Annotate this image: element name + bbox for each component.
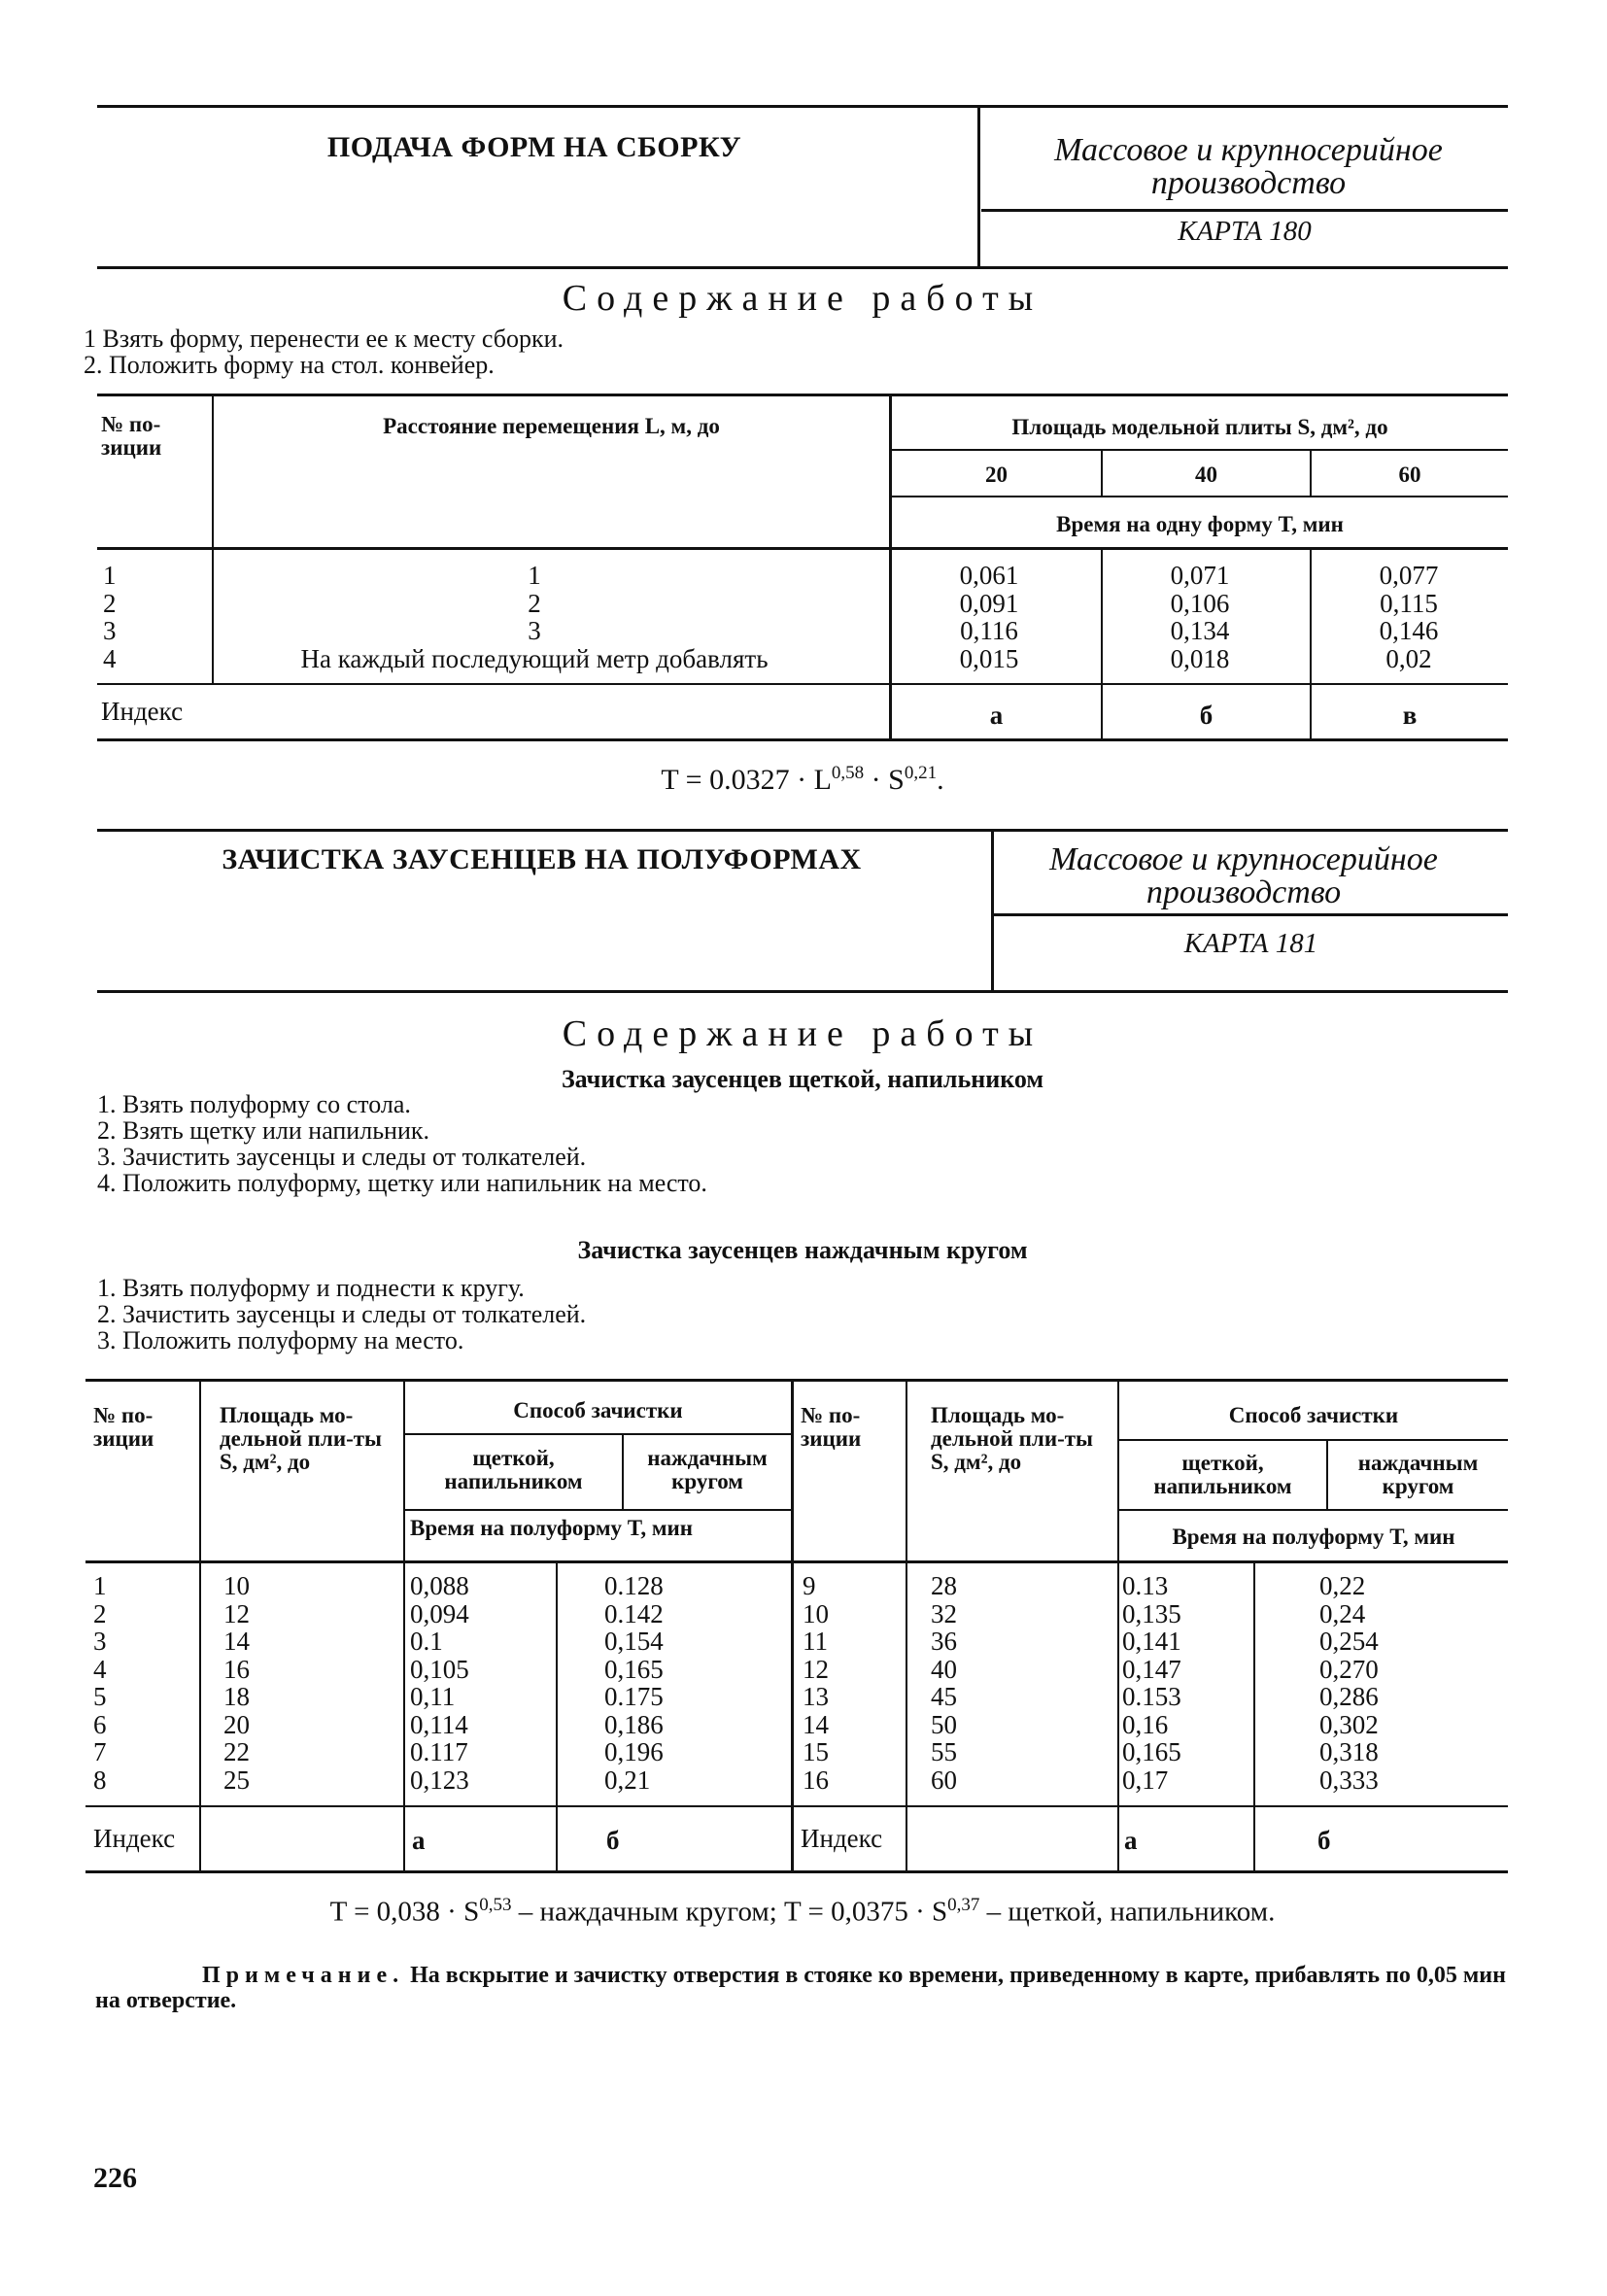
value-column <box>1103 562 1297 672</box>
rule <box>97 990 1508 993</box>
step: 1 Взять форму, перенести ее к месту сборки. <box>84 325 564 353</box>
index-label: Индекс <box>93 1824 176 1853</box>
work-steps <box>97 1275 1457 1354</box>
index-value: а <box>1124 1826 1138 1855</box>
cell: 2 <box>528 588 541 618</box>
brush-time-column: 0.13 0,135 0,141 0,147 0.153 0,16 0,165 0,17 <box>1122 1571 1181 1795</box>
area-value: 60 <box>1398 463 1421 487</box>
footnote <box>95 1963 1514 2013</box>
note-label: Примечание. <box>202 1963 405 1988</box>
column-header-area: Площадь модельной плиты S, дм², до <box>1011 415 1388 439</box>
column-header-wheel: наждачным кругом <box>647 1446 768 1493</box>
step: 3. Положить полуформу на место. <box>97 1326 464 1354</box>
time-label: Время на полуформу T, мин <box>410 1516 694 1540</box>
column-header-method: Способ зачистки <box>1228 1403 1399 1427</box>
distance-column <box>214 562 855 672</box>
step: 2. Взять щетку или напильник. <box>97 1116 430 1145</box>
index-value: а <box>412 1826 426 1855</box>
rule <box>97 266 1508 269</box>
card-title: ЗАЧИСТКА ЗАУСЕНЦЕВ НА ПОЛУФОРМАХ <box>222 843 862 875</box>
column-header-method: Способ зачистки <box>513 1398 683 1422</box>
cell: 0,134 <box>1170 616 1230 645</box>
page-number: 226 <box>93 2162 137 2194</box>
cell: 0,106 <box>1170 588 1230 618</box>
column-header-wheel: наждачным кругом <box>1357 1451 1479 1498</box>
content-heading: Содержание работы <box>562 1013 1043 1054</box>
cell: 2 <box>103 588 117 618</box>
time-label: Время на одну форму T, мин <box>1056 512 1344 536</box>
cell: 0,116 <box>960 616 1018 645</box>
rule <box>977 105 980 268</box>
note-text: На вскрытие и зачистку отверстия в стояке ко времени, приведенному в карте, прибавлять по 0,05 мин на отверстие. <box>95 1963 1506 2013</box>
cell: 0,071 <box>1170 561 1230 590</box>
area-value: 40 <box>1195 463 1217 487</box>
formula: T = 0,038 · S$^{0,53}$ – наждачным кругом; T = 0,0375 · S$^{0,37}$ – щеткой, напильником. <box>329 1895 1276 1928</box>
cell: 1 <box>528 561 541 590</box>
step: 2. Положить форму на стол. конвейер. <box>84 351 495 379</box>
time-label: Время на полуформу T, мин <box>1172 1525 1455 1549</box>
rule <box>97 829 1508 832</box>
step: 1. Взять полуформу и поднести к кругу. <box>97 1274 525 1302</box>
cell: 3 <box>528 616 541 645</box>
step: 1. Взять полуформу со стола. <box>97 1090 411 1118</box>
production-type: Массовое и крупносерийное производство <box>1054 132 1443 201</box>
content-heading: Содержание работы <box>562 278 1043 319</box>
rule <box>991 829 994 992</box>
column-header-brush: щеткой, напильником <box>444 1446 583 1493</box>
rule <box>994 913 1508 916</box>
column-header-brush: щеткой, напильником <box>1153 1451 1292 1498</box>
cell: 0,146 <box>1379 616 1439 645</box>
card-title: ПОДАЧА ФОРМ НА СБОРКУ <box>326 131 742 163</box>
cell: 0,018 <box>1170 643 1230 673</box>
index-value: а <box>989 701 1004 730</box>
wheel-time-column: 0,22 0,24 0,254 0,270 0,286 0,302 0,318 0,333 <box>1319 1571 1379 1795</box>
cell: 0,02 <box>1385 643 1432 673</box>
position-column: 1 2 3 4 5 6 7 8 <box>93 1571 107 1795</box>
step: 3. Зачистить заусенцы и следы от толкателей. <box>97 1143 587 1171</box>
step: 2. Зачистить заусенцы и следы от толкателей. <box>97 1300 587 1328</box>
cell: На каждый последующий метр добавлять <box>300 643 769 673</box>
value-column <box>1312 562 1506 672</box>
subheading: Зачистка заусенцев наждачным кругом <box>577 1236 1028 1264</box>
index-label: Индекс <box>801 1824 883 1853</box>
card-number: КАРТА 180 <box>1178 216 1312 247</box>
rule <box>981 209 1508 212</box>
formula: T = 0.0327 · L$^{0,58}$ · S$^{0,21}$. <box>661 763 944 796</box>
index-value: б <box>606 1826 620 1855</box>
column-header-position: № по-зиции <box>101 412 162 460</box>
cell: 0,077 <box>1379 561 1439 590</box>
index-value: в <box>1402 701 1418 730</box>
index-value: б <box>1317 1826 1331 1855</box>
column-header-distance: Расстояние перемещения L, м, до <box>383 414 720 438</box>
column-header-area: Площадь мо-дельной пли-ты S, дм², до <box>931 1403 1093 1474</box>
work-steps <box>84 326 1444 378</box>
position-column <box>103 562 200 672</box>
wheel-time-column: 0.128 0.142 0,154 0,165 0.175 0,186 0,196 0,21 <box>604 1571 664 1795</box>
column-header-area: Площадь мо-дельной пли-ты S, дм², до <box>220 1403 382 1474</box>
work-steps <box>97 1091 1457 1196</box>
step: 4. Положить полуформу, щетку или напильник на место. <box>97 1169 707 1197</box>
cell: 3 <box>103 616 117 645</box>
cell: 1 <box>103 561 117 590</box>
production-type: Массовое и крупносерийное производство <box>1049 841 1438 910</box>
cell: 0,015 <box>959 643 1019 673</box>
rule <box>97 105 1508 108</box>
cell: 0,091 <box>959 588 1019 618</box>
area-column: 10 12 14 16 18 20 22 25 <box>223 1571 250 1795</box>
column-header-position: № по-зиции <box>93 1403 154 1451</box>
column-header-position: № по-зиции <box>801 1403 862 1451</box>
index-value: б <box>1199 701 1214 730</box>
subheading: Зачистка заусенцев щеткой, напильником <box>561 1065 1044 1093</box>
cell: 0,061 <box>959 561 1019 590</box>
index-label: Индекс <box>101 697 184 726</box>
cell: 0,115 <box>1380 588 1438 618</box>
area-value: 20 <box>985 463 1008 487</box>
cell: 4 <box>103 643 117 673</box>
area-column: 28 32 36 40 45 50 55 60 <box>931 1571 957 1795</box>
brush-time-column: 0,088 0,094 0.1 0,105 0,11 0,114 0.117 0,123 <box>410 1571 469 1795</box>
value-column <box>892 562 1086 672</box>
position-column: 9 10 11 12 13 14 15 16 <box>803 1571 829 1795</box>
card-number: КАРТА 181 <box>1183 928 1318 959</box>
